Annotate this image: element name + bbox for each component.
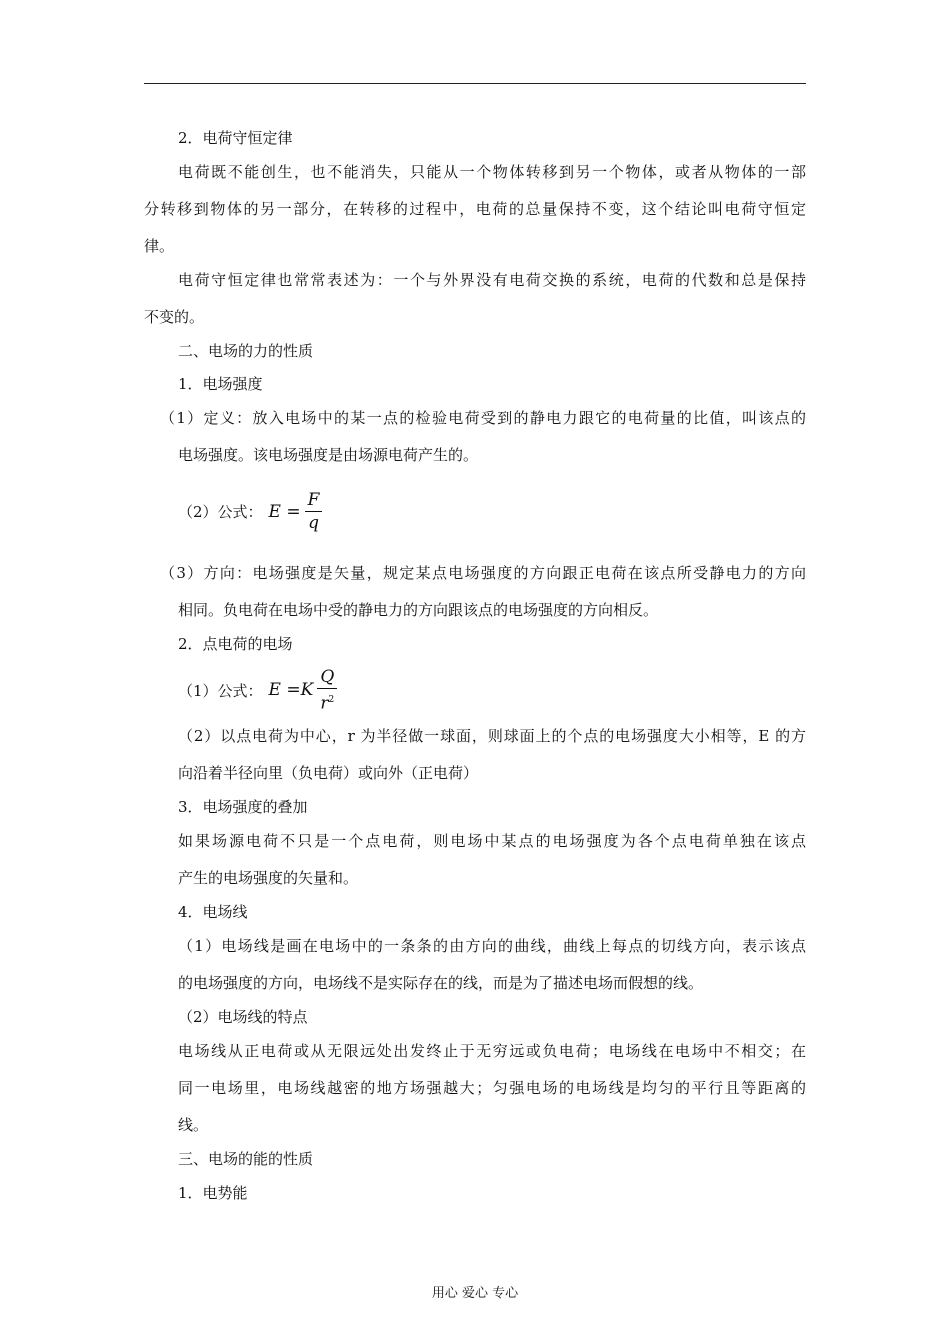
formula-lhs: E = <box>268 501 301 522</box>
subheading-superposition: 3．电场强度的叠加 <box>178 798 308 816</box>
subheading-potential-energy: 1．电势能 <box>178 1184 248 1202</box>
fraction-numerator: Q <box>317 667 337 689</box>
paragraph-line: 同一电场里，电场线越密的地方场强越大；匀强电场的电场线是均匀的平行且等距离的 <box>178 1079 806 1097</box>
denominator-base: r <box>320 693 329 714</box>
paragraph-line: 电荷既不能创生，也不能消失，只能从一个物体转移到另一个物体，或者从物体的一部 <box>178 163 806 181</box>
paragraph-line: 不变的。 <box>144 308 205 326</box>
paragraph-line: （1）电场线是画在电场中的一条条的由方向的曲线，曲线上每点的切线方向，表示该点 <box>178 937 806 955</box>
paragraph-line: 的电场强度的方向，电场线不是实际存在的线，而是为了描述电场而假想的线。 <box>178 974 704 992</box>
paragraph-line: 电荷守恒定律也常常表述为：一个与外界没有电荷交换的系统，电荷的代数和总是保持 <box>178 271 806 289</box>
paragraph-line: 电场强度。该电场强度是由场源电荷产生的。 <box>178 446 479 464</box>
subheading-field-lines: 4．电场线 <box>178 903 248 921</box>
page-footer: 用心 爱心 专心 <box>431 1286 519 1301</box>
fraction-denominator: q <box>308 513 319 533</box>
paragraph-line: 电场线从正电荷或从无限远处出发终止于无穷远或负电荷；电场线在电场中不相交；在 <box>178 1042 806 1060</box>
paragraph-line: 线。 <box>178 1116 209 1134</box>
fraction <box>305 490 323 533</box>
formula-label: （1）公式： <box>178 681 263 700</box>
denominator-exponent: 2 <box>328 695 335 705</box>
heading-charge-conservation: 2．电荷守恒定律 <box>178 129 293 147</box>
formula-point-charge <box>178 667 337 714</box>
paragraph-line: （1）定义：放入电场中的某一点的检验电荷受到的静电力跟它的电荷量的比值，叫该点的 <box>160 409 806 427</box>
paragraph-line: 产生的电场强度的矢量和。 <box>178 869 359 887</box>
formula-field-strength <box>178 490 322 533</box>
subheading-point-charge: 2．点电荷的电场 <box>178 635 293 653</box>
paragraph-line: 分转移到物体的另一部分，在转移的过程中，电荷的总量保持不变，这个结论叫电荷守恒定 <box>144 200 806 218</box>
header-rule <box>144 83 806 84</box>
section-heading: 三、电场的能的性质 <box>178 1150 314 1168</box>
formula-lhs: E =K <box>268 680 314 701</box>
paragraph-line: 相同。负电荷在电场中受的静电力的方向跟该点的电场强度的方向相反。 <box>178 601 659 619</box>
paragraph-line: （3）方向：电场强度是矢量，规定某点电场强度的方向跟正电荷在该点所受静电力的方向 <box>160 564 806 582</box>
fraction <box>317 667 337 714</box>
paragraph-line: 律。 <box>144 237 175 255</box>
formula-label: （2）公式： <box>178 503 263 521</box>
paragraph-line: （2）以点电荷为中心，r 为半径做一球面，则球面上的个点的电场强度大小相等，E 的方 <box>178 727 806 745</box>
subheading-field-strength: 1．电场强度 <box>178 375 263 393</box>
fraction-numerator: F <box>305 490 323 512</box>
section-heading: 二、电场的力的性质 <box>178 342 314 360</box>
subheading-field-line-features: （2）电场线的特点 <box>178 1008 308 1026</box>
paragraph-line: 向沿着半径向里（负电荷）或向外（正电荷） <box>178 764 479 782</box>
fraction-denominator <box>320 689 334 714</box>
paragraph-line: 如果场源电荷不只是一个点电荷，则电场中某点的电场强度为各个点电荷单独在该点 <box>178 832 806 850</box>
